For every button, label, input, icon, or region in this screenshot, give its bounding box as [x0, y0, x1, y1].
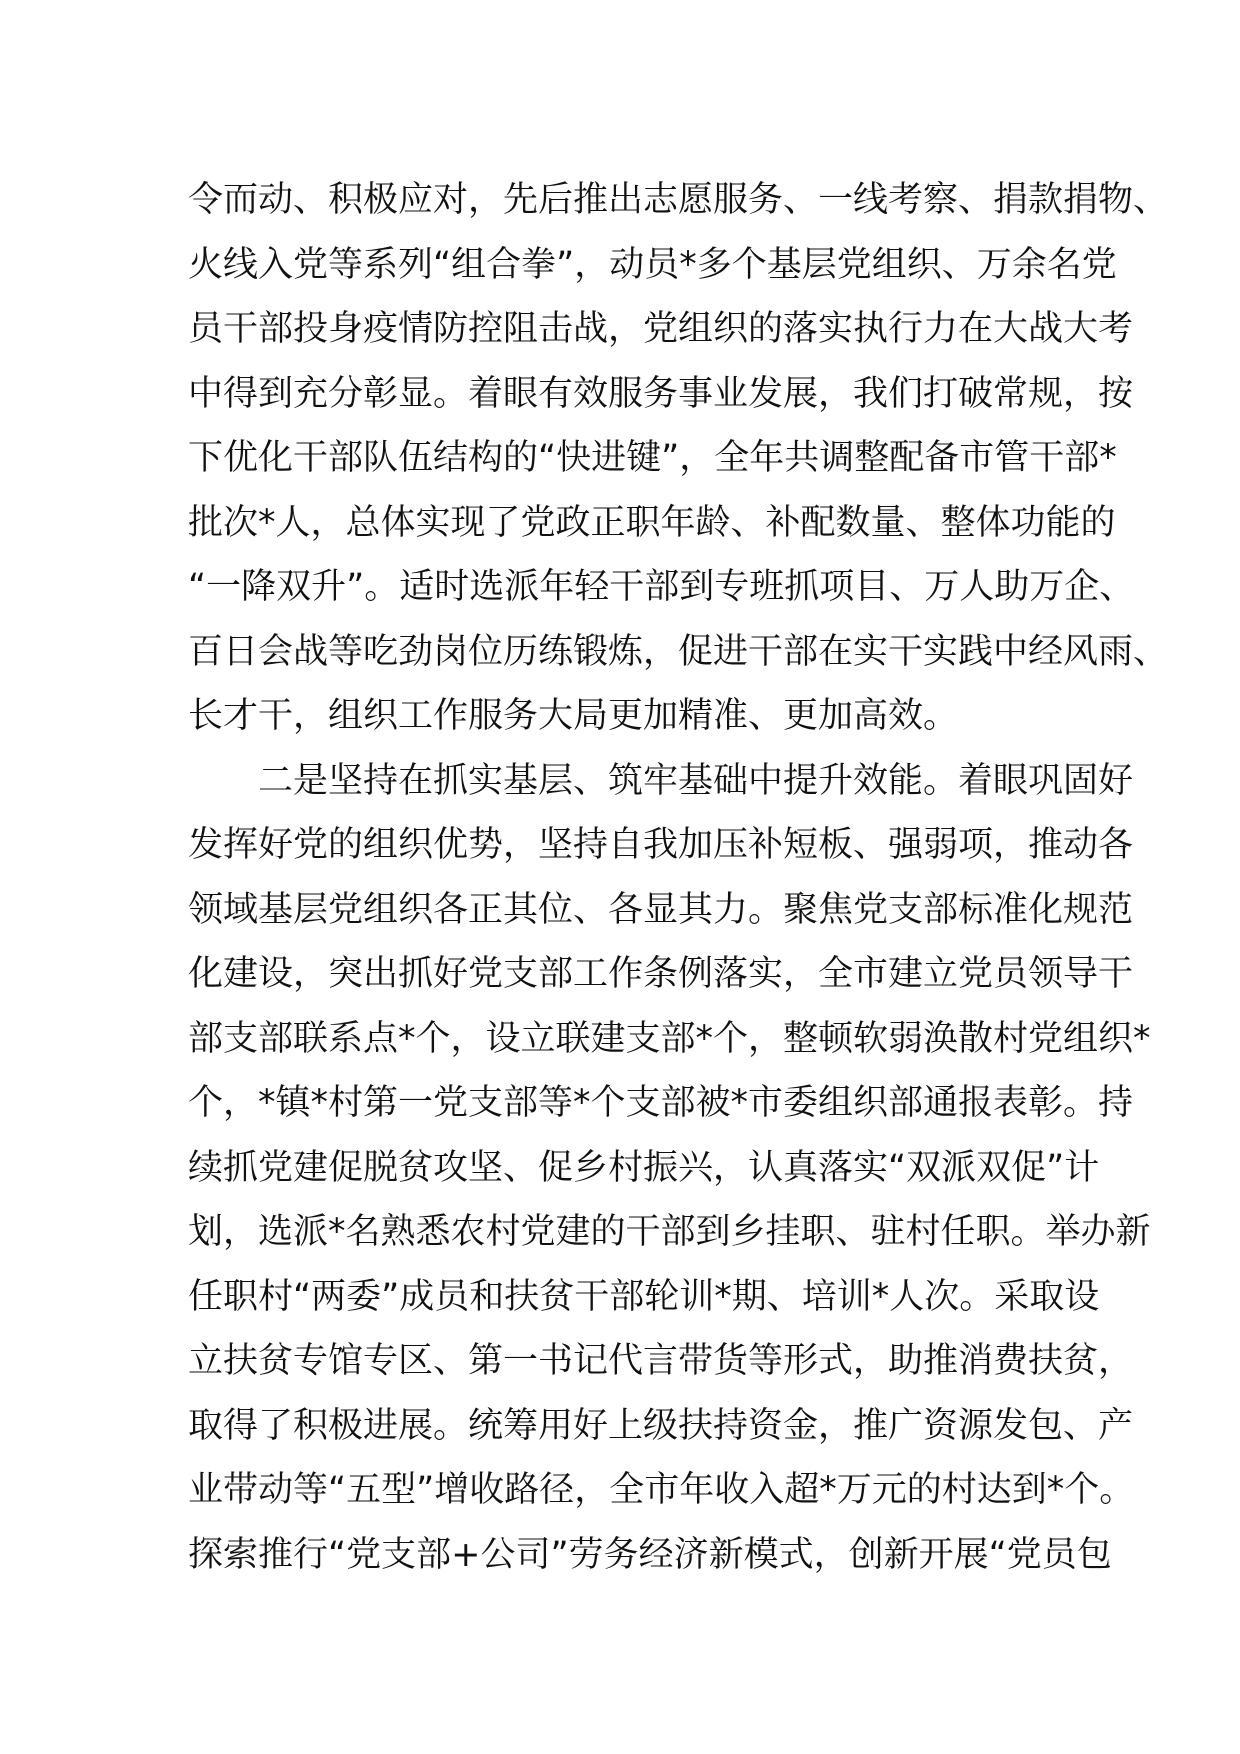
text-line: 批次*人，总体实现了党政正职年龄、补配数量、整体功能的: [188, 502, 1116, 543]
text-line: 火线入党等系列“组合拳”，动员*多个基层党组织、万余名党: [188, 244, 1117, 285]
text-line: 长才干，组织工作服务大局更加精准、更加高效。: [188, 696, 959, 736]
text-line: 员干部投身疫情防控阻击战，党组织的落实执行力在大战大考: [188, 309, 1134, 349]
text-line: 个，*镇*村第一党支部等*个支部被*市委组织部通报表彰。持: [188, 1083, 1134, 1123]
text-line: 探索推行“党支部+公司”劳务经济新模式，创新开展“党员包: [188, 1534, 1112, 1575]
text-line: 发挥好党的组织优势，坚持自我加压补短板、强弱项，推动各: [188, 825, 1134, 865]
text-line: 化建设，突出抓好党支部工作条例落实，全市建立党员领导干: [188, 954, 1134, 994]
text-line: “一降双升”。适时选派年轻干部到专班抓项目、万人助万企、: [188, 567, 1135, 607]
text-line: 立扶贫专馆专区、第一书记代言带货等形式，助推消费扶贫，: [188, 1341, 1134, 1381]
text-line: 二是坚持在抓实基层、筑牢基础中提升效能。着眼巩固好: [188, 760, 1134, 801]
text-line: 取得了积极进展。统筹用好上级扶持资金，推广资源发包、产: [188, 1405, 1134, 1446]
text-line: 中得到充分彰显。着眼有效服务事业发展，我们打破常规，按: [188, 373, 1134, 414]
text-line: 领域基层党组织各正其位、各显其力。聚焦党支部标准化规范: [188, 889, 1134, 930]
text-line: 百日会战等吃劲岗位历练锻炼，促进干部在实干实践中经风雨、: [188, 631, 1169, 672]
text-line: 业带动等“五型”增收路径，全市年收入超*万元的村达到*个。: [188, 1470, 1135, 1510]
text-line: 部支部联系点*个，设立联建支部*个，整顿软弱涣散村党组织*: [188, 1018, 1151, 1059]
text-line: 续抓党建促脱贫攻坚、促乡村振兴，认真落实“双派双促”计: [188, 1147, 1100, 1188]
text-line: 划，选派*名熟悉农村党建的干部到乡挂职、驻村任职。举办新: [188, 1212, 1151, 1252]
text-line: 下优化干部队伍结构的“快进键”，全年共调整配备市管干部*: [188, 438, 1117, 478]
body-text: [188, 168, 1169, 1587]
text-line: 令而动、积极应对，先后推出志愿服务、一线考察、捐款捐物、: [188, 180, 1169, 220]
text-line: 任职村“两委”成员和扶贫干部轮训*期、培训*人次。采取设: [188, 1276, 1100, 1317]
